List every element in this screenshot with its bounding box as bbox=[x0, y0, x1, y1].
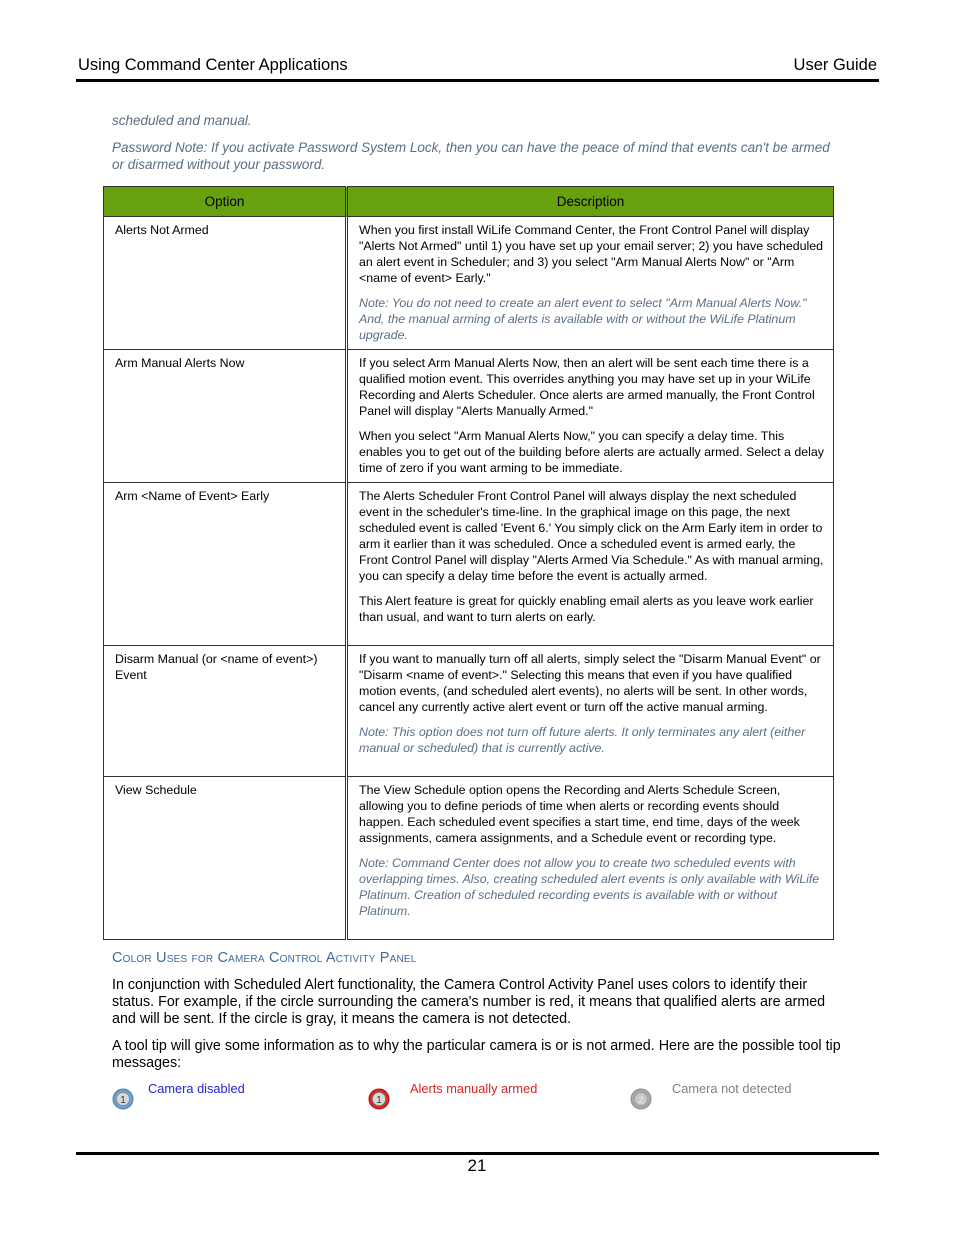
tooltip-label: Camera not detected bbox=[672, 1081, 792, 1096]
section-paragraph-1: In conjunction with Scheduled Alert functionality, the Camera Control Activity Panel uses colors to identify their status. For example, if the circle surrounding the camera's number is red, it means that qualified alerts are armed and will be sent. If the circle is gray, it means the camera is not detected. bbox=[112, 977, 826, 1027]
description-cell bbox=[347, 777, 834, 940]
page-number: 21 bbox=[467, 1156, 487, 1175]
options-table bbox=[103, 186, 834, 940]
tooltip-label: Camera disabled bbox=[148, 1081, 245, 1096]
description-text: If you want to manually turn off all alerts, simply select the "Disarm Manual Event" or "Disarm <name of event>." Selecting this means that even if you have qualified motion events, (and scheduled alert events), no alerts will be sent. In other words, cancel any currently active alert event or turn off the active manual arming. bbox=[359, 652, 821, 714]
description-note: Note: Command Center does not allow you to create two scheduled events with overlapping times. Also, creating scheduled alert events is only available with WiLife Platinum. Creation of scheduled recording events is available with or without Platinum. bbox=[359, 856, 820, 918]
description-text: When you first install WiLife Command Center, the Front Control Panel will display "Alerts Not Armed" until 1) you have set up your email server; 2) you have scheduled an alert event in Scheduler; and 3) you select "Arm Manual Alerts Now" or "Arm <name of event> Early." bbox=[359, 223, 824, 285]
svg-text:1: 1 bbox=[376, 1095, 382, 1106]
description-text-2: This Alert feature is great for quickly enabling email alerts as you leave work earlier than usual, and want to turn alerts on early. bbox=[359, 594, 814, 624]
option-cell: View Schedule bbox=[104, 777, 347, 940]
description-cell bbox=[347, 483, 834, 646]
section-paragraph-2: A tool tip will give some information as to why the particular camera is or is not armed. Here are the possible tool tip messages: bbox=[112, 1038, 841, 1071]
description-note: Note: This option does not turn off future alerts. It only terminates any alert (either manual or scheduled) that is currently active. bbox=[359, 725, 806, 755]
option-cell: Alerts Not Armed bbox=[104, 217, 347, 350]
header-rule bbox=[76, 79, 879, 82]
description-note: Note: You do not need to create an alert event to select "Arm Manual Alerts Now." And, the manual arming of alerts is available with or without the WiLife Platinum upgrade. bbox=[359, 296, 807, 342]
description-text: The Alerts Scheduler Front Control Panel will always display the next scheduled event in the scheduler's time-line. In the graphical image on this page, the next scheduled event is called 'Event 6.' You simply click on the Arm Early item in order to arm it earlier than it was scheduled. Once a scheduled event is armed early, the Front Control Panel will display "Alerts Armed Via Schedule." As with manual arming, you can specify a delay time before the event is actually armed. bbox=[359, 489, 824, 583]
description-text: The View Schedule option opens the Recording and Alerts Schedule Screen, allowing you to define periods of time when alerts or recording events should happen. Each scheduled event specifies a start time, end time, days of the week assignments, camera assignments, and a Schedule event or recording type. bbox=[359, 783, 800, 845]
section-heading: Color Uses for Camera Control Activity Panel bbox=[112, 950, 417, 966]
option-cell: Arm <Name of Event> Early bbox=[104, 483, 347, 646]
description-cell bbox=[347, 646, 834, 777]
table-header-row bbox=[104, 187, 834, 217]
page-header bbox=[76, 54, 879, 80]
header-title: Using Command Center Applications bbox=[78, 56, 348, 74]
table-row bbox=[104, 483, 834, 646]
column-header-option: Option bbox=[104, 187, 347, 217]
table-row bbox=[104, 777, 834, 940]
table-row bbox=[104, 646, 834, 777]
tooltip-label: Alerts manually armed bbox=[410, 1081, 538, 1096]
camera-armed-icon bbox=[368, 1088, 390, 1110]
description-text: If you select Arm Manual Alerts Now, then an alert will be sent each time there is a qualified motion event. This overrides anything you may have set up in your WiLife Recording and Alerts Scheduler. Once alerts are armed manually, the Front Control Panel will display "Alerts Manually Armed." bbox=[359, 356, 815, 418]
intro-line: scheduled and manual. bbox=[112, 113, 252, 128]
footer-rule bbox=[76, 1152, 879, 1155]
table-row bbox=[104, 350, 834, 483]
svg-text:1: 1 bbox=[120, 1095, 126, 1106]
svg-text:2: 2 bbox=[638, 1095, 644, 1105]
option-cell: Arm Manual Alerts Now bbox=[104, 350, 347, 483]
camera-not-detected-icon bbox=[630, 1088, 652, 1110]
description-cell bbox=[347, 217, 834, 350]
camera-disabled-icon bbox=[112, 1088, 134, 1110]
column-header-description: Description bbox=[347, 187, 834, 217]
password-note: Password Note: If you activate Password System Lock, then you can have the peace of mind that events can't be armed or disarmed without your password. bbox=[112, 140, 830, 172]
description-cell bbox=[347, 350, 834, 483]
description-text-2: When you select "Arm Manual Alerts Now," you can specify a delay time. This enables you to get out of the building before alerts are actually armed. Select a delay time of zero if you want arming to be immediate. bbox=[359, 429, 824, 475]
header-guide-label: User Guide bbox=[793, 56, 877, 74]
table-row bbox=[104, 217, 834, 350]
option-cell: Disarm Manual (or <name of event>) Event bbox=[104, 646, 347, 777]
